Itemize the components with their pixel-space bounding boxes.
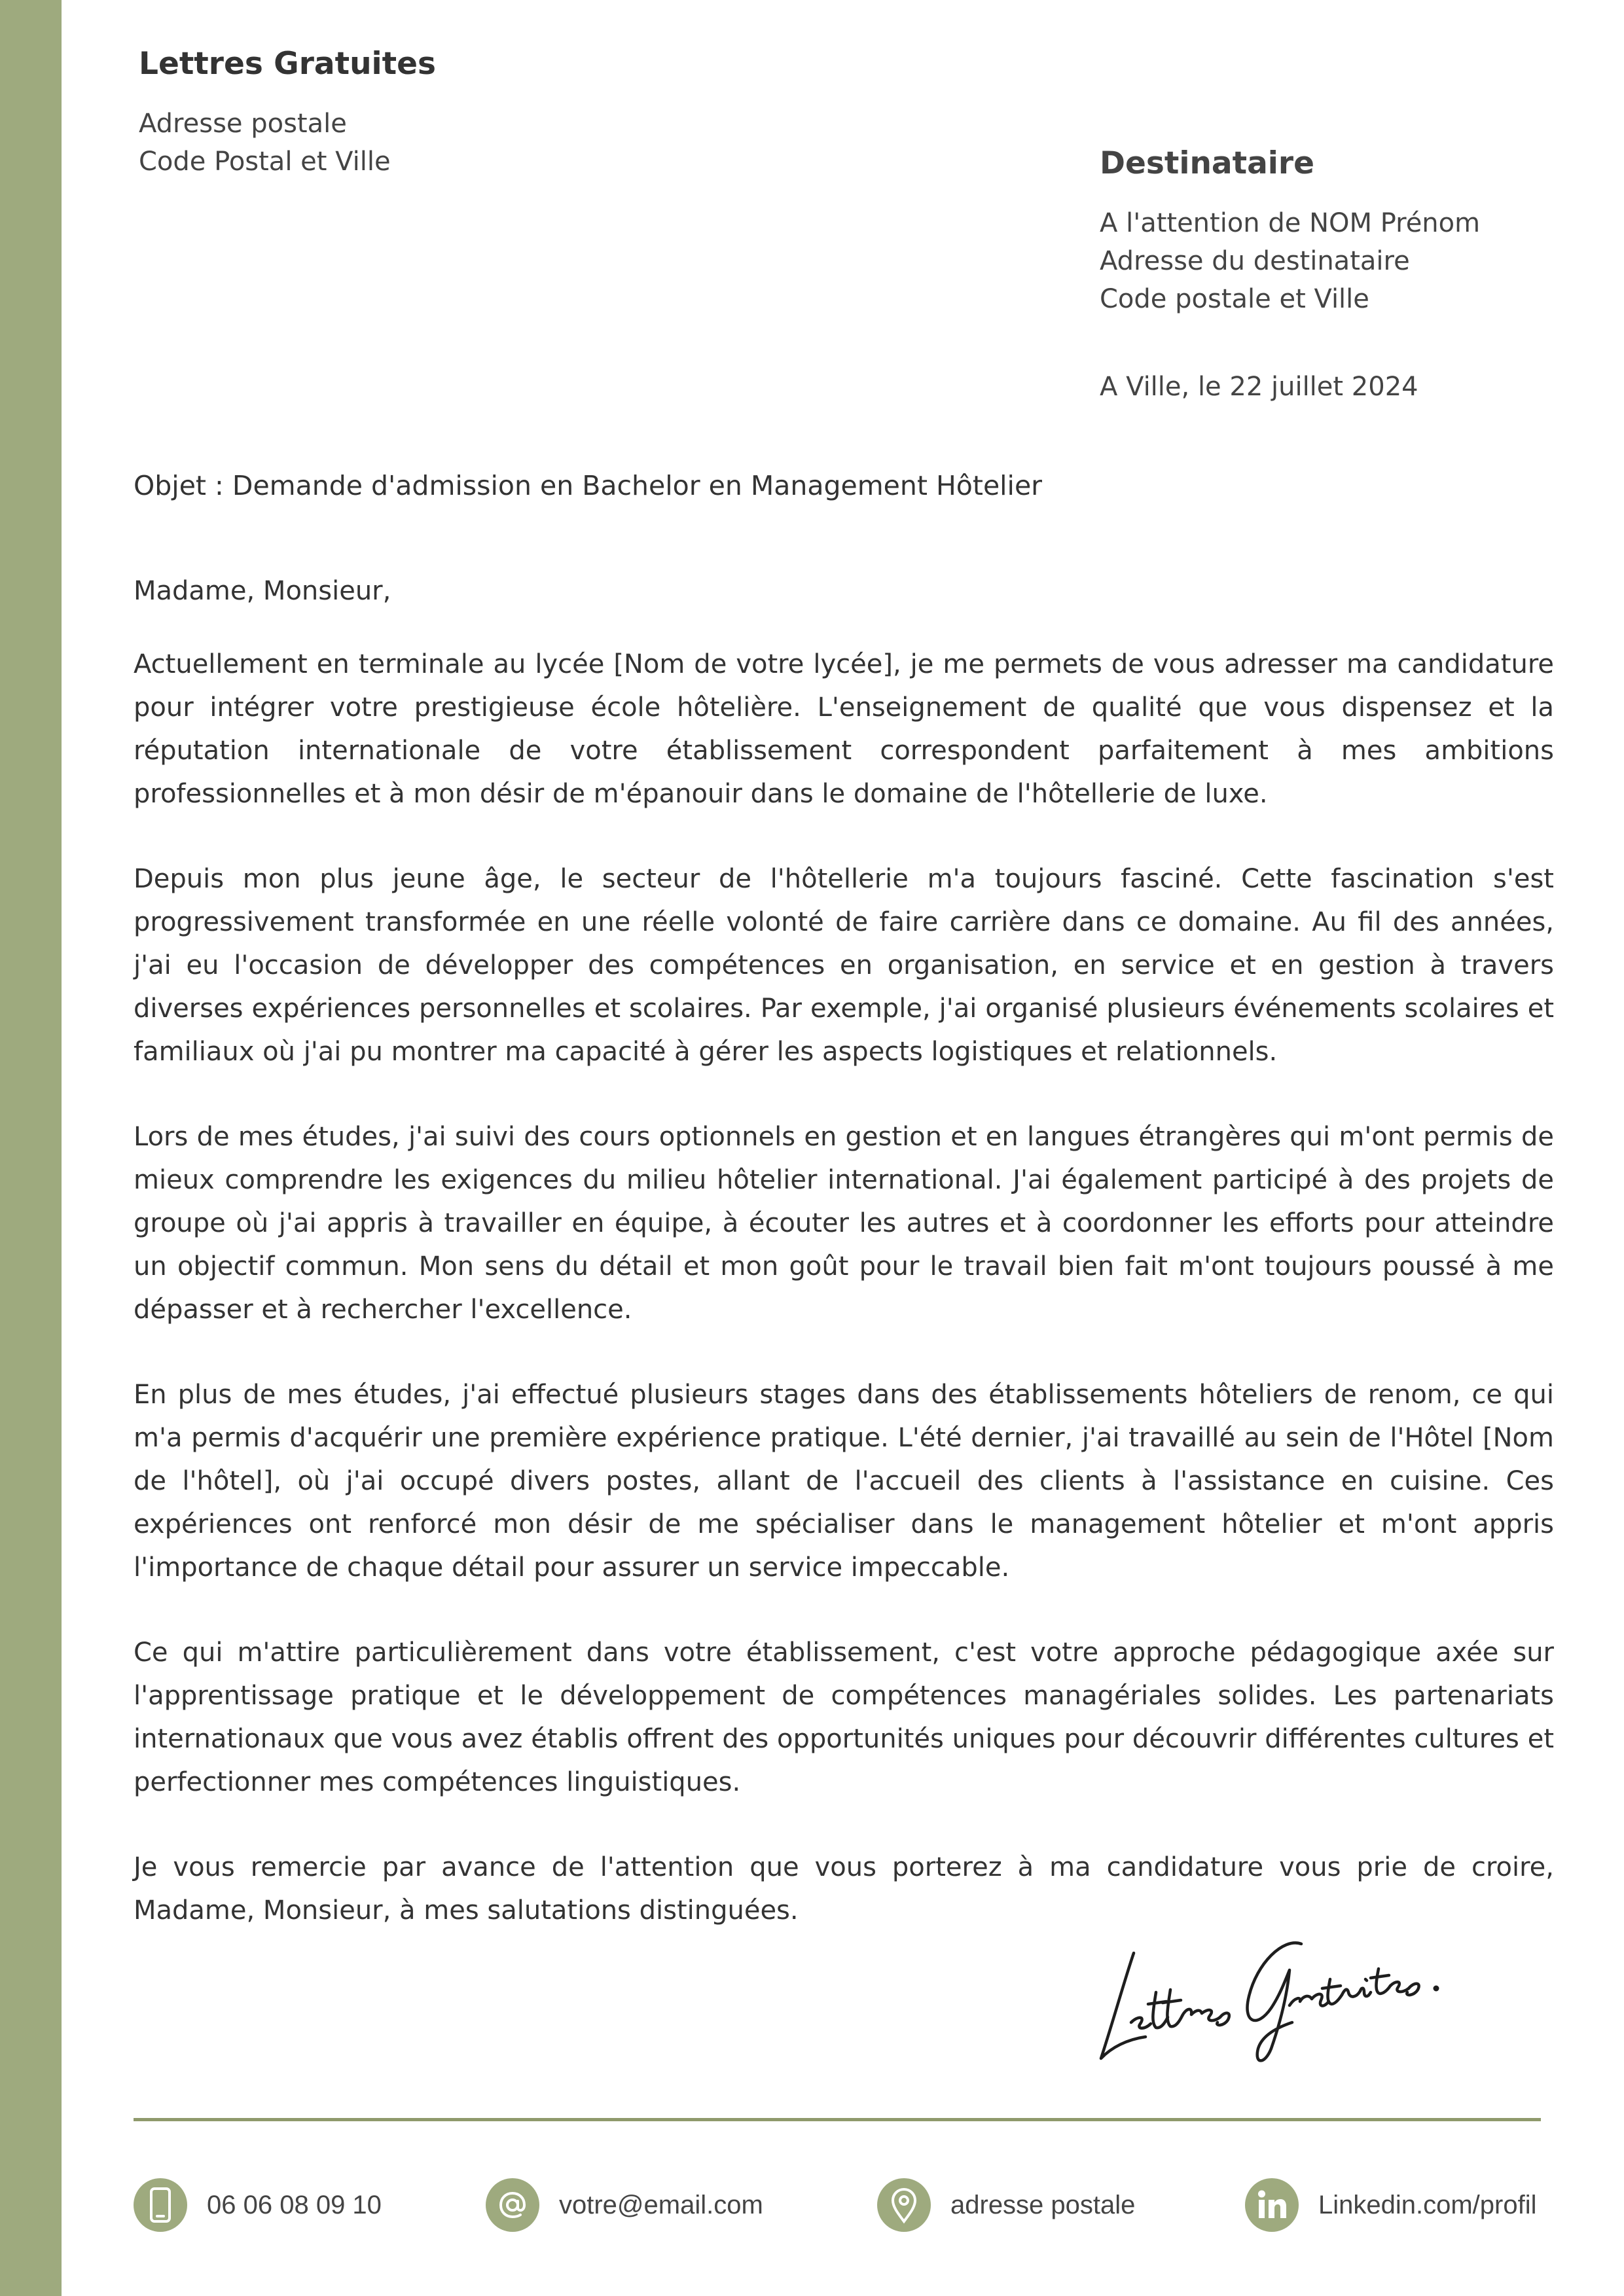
footer-linkedin [1245, 2177, 1537, 2233]
recipient-city: Code postale et Ville [1100, 284, 1369, 315]
paragraph-6: Je vous remercie par avance de l'attention que vous porterez à ma candidature vous prie de croire, Madame, Monsieur, à mes salutations distinguées. [134, 1852, 1554, 1926]
recipient-address: Adresse du destinataire [1100, 246, 1410, 277]
paragraph-3: Lors de mes études, j'ai suivi des cours optionnels en gestion et en langues étrangères qui m'ont permis de mieux comprendre les exigences du milieu hôtelier international. J'ai également participé à des projets de groupe où j'ai appris à travailler en équipe, à écouter les autres et à coordonner les efforts pour atteindre un objectif commun. Mon sens du détail et mon goût pour le travail bien fait m'ont toujours poussé à me dépasser et à rechercher l'excellence. [134, 1122, 1554, 1325]
footer-email [486, 2177, 763, 2233]
letter-subject: Objet : Demande d'admission en Bachelor en Management Hôtelier [134, 470, 1043, 501]
sender-city: Code Postal et Ville [139, 147, 391, 177]
recipient-block [1100, 145, 1558, 318]
footer-address-text: adresse postale [950, 2190, 1136, 2219]
footer-phone [134, 2177, 382, 2233]
paragraph-4: En plus de mes études, j'ai effectué plusieurs stages dans des établissements hôteliers de renom, ce qui m'a permis d'acquérir une première expérience pratique. L'été dernier, j'ai travaillé au sein de l'Hôtel [Nom de l'hôtel], où j'ai occupé divers postes, allant de l'accueil des clients à l'assistance en cuisine. Ces expériences ont renforcé mon désir de me spécialiser dans le management hôtelier et m'ont appris l'importance de chaque détail pour assurer un service impeccable. [134, 1380, 1554, 1583]
footer-address [877, 2177, 1135, 2233]
handwritten-signature [1093, 1924, 1486, 2075]
side-color-band [0, 0, 62, 2296]
footer-email-text: votre@email.com [559, 2190, 763, 2219]
paragraph-2: Depuis mon plus jeune âge, le secteur de l'hôtellerie m'a toujours fasciné. Cette fascination s'est progressivement transformée en une réelle volonté de faire carrière dans ce domaine. Au fil des années, j'ai eu l'occasion de développer des compétences en organisation, en service et en gestion à travers diverses expériences personnelles et scolaires. Par exemple, j'ai organisé plusieurs événements scolaires et familiaux où j'ai pu montrer ma capacité à gérer les aspects logistiques et relationnels. [134, 864, 1554, 1067]
recipient-title: Destinataire [1100, 145, 1314, 181]
footer-divider [134, 2118, 1541, 2121]
paragraph-5: Ce qui m'attire particulièrement dans votre établissement, c'est votre approche pédagogique axée sur l'apprentissage pratique et le développement de compétences managériales solides. Les partenariats internationaux que vous avez établis offrent des opportunités uniques pour découvrir différentes cultures et perfectionner mes compétences linguistiques. [134, 1638, 1554, 1797]
sender-address: Adresse postale [139, 109, 347, 139]
sender-name: Lettres Gratuites [139, 46, 436, 82]
greeting: Madame, Monsieur, [134, 576, 391, 606]
letter-body [134, 569, 1554, 1974]
footer-phone-text: 06 06 08 09 10 [207, 2190, 382, 2219]
paragraph-1: Actuellement en terminale au lycée [Nom de votre lycée], je me permets de vous adresser ma candidature pour intégrer votre prestigieuse école hôtelière. L'enseignement de qualité que vous dispensez et la réputation internationale de votre établissement correspondent parfaitement à mes ambitions professionnelles et à mon désir de m'épanouir dans le domaine de l'hôtellerie de luxe. [134, 649, 1554, 809]
location-pin-icon [877, 2178, 931, 2232]
at-icon [486, 2178, 539, 2232]
recipient-attention: A l'attention de NOM Prénom [1100, 208, 1481, 239]
letter-date: A Ville, le 22 juillet 2024 [1100, 372, 1418, 402]
footer-linkedin-text: Linkedin.com/profil [1318, 2190, 1537, 2219]
sender-block [139, 46, 436, 181]
linkedin-icon [1245, 2178, 1299, 2232]
phone-icon [134, 2178, 187, 2232]
